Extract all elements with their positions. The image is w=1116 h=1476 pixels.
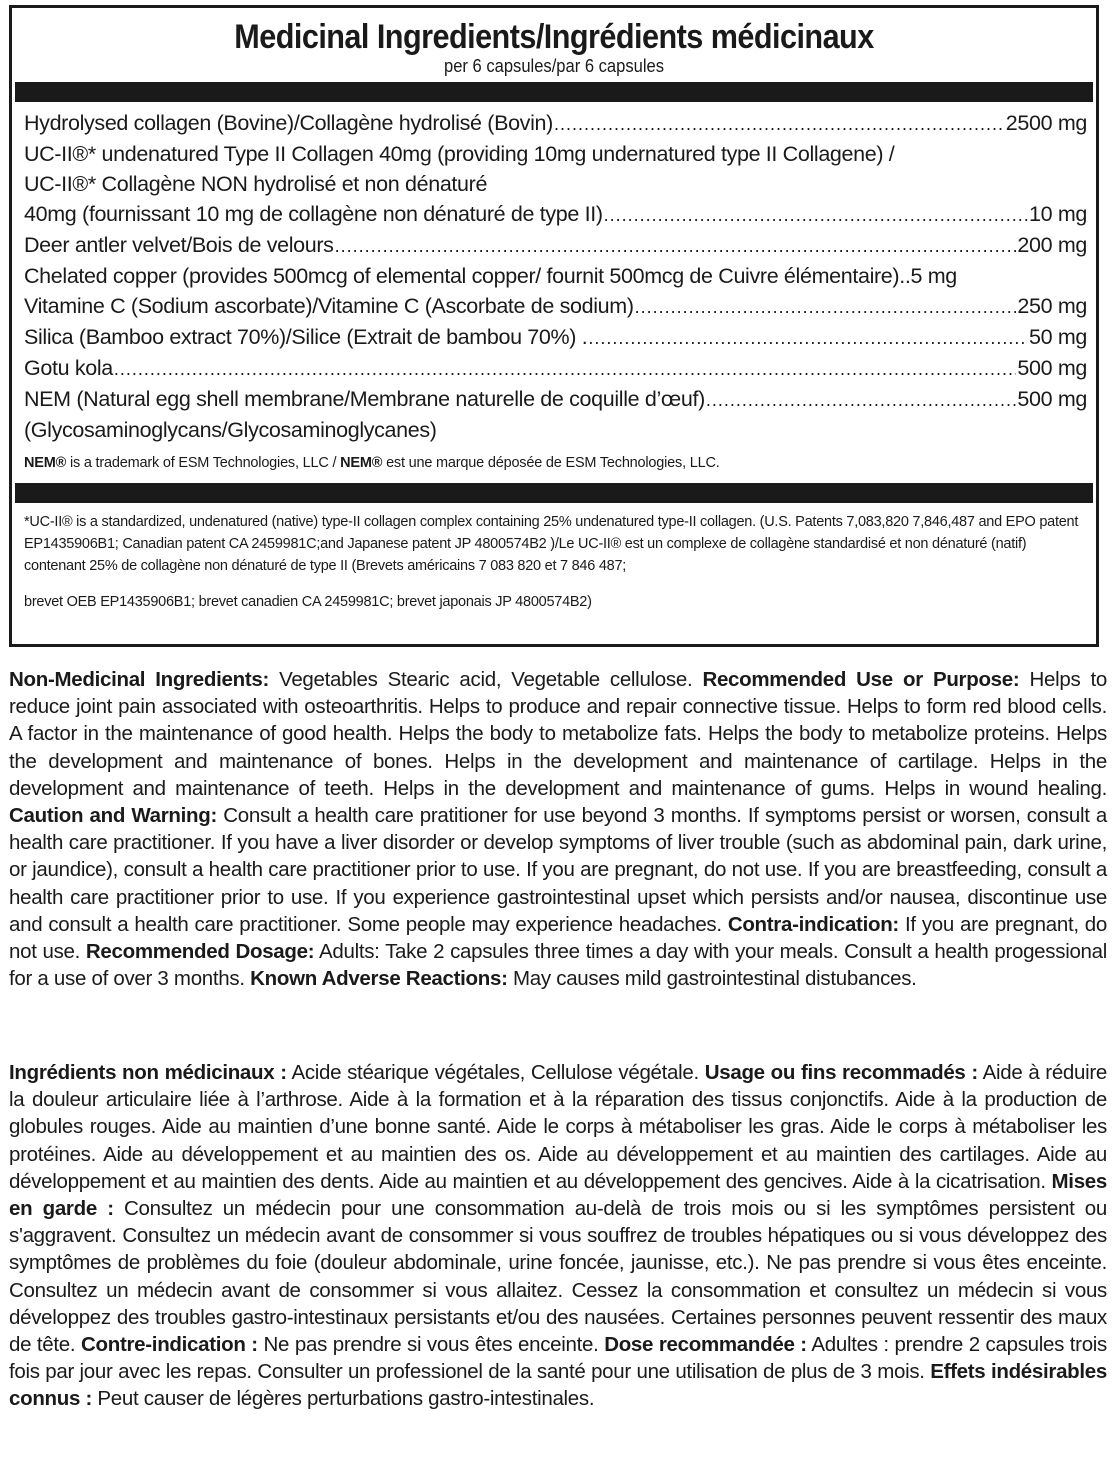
trademark-text: is a trademark of ESM Technologies, LLC / <box>66 455 341 471</box>
french-label-text <box>9 1059 1107 1413</box>
ingredient-row <box>24 322 1087 353</box>
ingredient-amount: 2500 mg <box>1005 111 1087 135</box>
bottom-divider-bar <box>15 483 1093 503</box>
ingredient-amount: 500 mg <box>1017 356 1087 380</box>
ingredient-amount: 10 mg <box>1028 202 1087 226</box>
section-heading: Usage ou fins recommadés : <box>704 1061 978 1084</box>
ingredient-amount: 50 mg <box>1028 325 1087 349</box>
section-text: Ne pas prendre si vous êtes enceinte. <box>257 1333 605 1357</box>
section-heading: Recommended Dosage: <box>85 940 315 964</box>
trademark-mark: NEM® <box>340 455 383 471</box>
ingredient-list <box>12 102 1096 473</box>
ingredient-name: Gotu kola <box>24 356 113 380</box>
dot-leader <box>706 385 1016 415</box>
ingredient-row <box>24 384 1087 415</box>
ingredient-name: Vitamine C (Sodium ascorbate)/Vitamine C (Ascorbate de sodium) <box>24 294 634 318</box>
section-heading: Mises en garde : <box>9 1169 1107 1221</box>
section-heading: Recommended Use or Purpose: <box>702 668 1020 691</box>
top-divider-bar <box>15 82 1093 102</box>
section-heading: Caution and Warning: <box>9 804 217 828</box>
ingredient-row <box>24 291 1087 322</box>
ingredient-row <box>24 108 1087 139</box>
ingredient-row <box>24 353 1087 384</box>
section-heading: Effets indésirables connus : <box>9 1360 1108 1411</box>
dot-leader <box>114 354 1016 384</box>
section-text: Adultes : prendre 2 capsules trois fois par jour avec les repas. Consulter un professionel de la santé pour une utilisation de plus de 3 mois. <box>9 1333 1107 1384</box>
trademark-text: est une marque déposée de ESM Technologies, LLC. <box>382 455 720 471</box>
section-text: Consultez un médecin pour une consommation au-delà de trois mois ou si les symptômes persistent ou s'aggravent. Consultez un médecin avant de consommer si vous souffrez de troubles hépatiques ou si vous développez des symptômes de problèmes du foie (douleur abdominale, urine foncée, jaunisse, etc.). Ne pas prendre si vous êtes enceinte. Consultez un médecin avant de consommer si vous allaitez. Cessez la consommation et consultez un médecin si vous développez des troubles gastro-intestinaux persistants et/ou des nausées. Certaines personnes peuvent ressentir des maux de tête. <box>9 1197 1107 1357</box>
trademark-mark: NEM® <box>24 455 67 471</box>
ingredient-amount: 5 mg <box>910 264 957 288</box>
ingredient-row <box>24 261 1087 291</box>
dot-leader <box>554 109 1005 139</box>
section-heading: Ingrédients non médicinaux : <box>9 1061 287 1084</box>
section-text: Helps to reduce joint pain associated with osteoarthritis. Helps to produce and repair connective tissue. Helps to form red blood cells. A factor in the maintenance of good health. Helps the body to metabolize fats. Helps the body to metabolize proteins. Helps the development and maintenance of bones. Helps in the development and maintenance of cartilage. Helps in the development and maintenance of teeth. Helps in the development and maintenance of gums. Helps in wound healing. <box>9 668 1107 800</box>
trademark-note <box>24 453 1087 473</box>
ingredient-text-line: UC-II®* undenatured Type II Collagen 40mg (providing 10mg undernatured type II Collagene) / <box>24 142 895 166</box>
section-text: Vegetables Stearic acid, Vegetable cellulose. <box>269 668 703 691</box>
ingredient-amount: 250 mg <box>1017 294 1087 318</box>
ingredient-row <box>24 230 1087 261</box>
section-text: Adults: Take 2 capsules three times a day with your meals. Consult a health progessional for a use of over 3 months. <box>9 940 1108 991</box>
medicinal-ingredients-panel <box>9 5 1099 647</box>
ingredient-amount: 500 mg <box>1017 387 1087 411</box>
ingredient-name: Chelated copper (provides 500mcg of elemental copper/ fournit 500mcg de Cuivre élémentaire).. <box>24 264 911 288</box>
ingredient-name: Hydrolysed collagen (Bovine)/Collagène hydrolisé (Bovin) <box>24 111 553 135</box>
panel-title: Medicinal Ingredients/Ingrédients médicinaux <box>234 18 874 56</box>
section-text: Aide à réduire la douleur articulaire liée à l’arthrose. Aide à la formation et à la réparation des tissus conjonctifs. Aide à la production de globules rouges. Aide au maintien d’une bonne santé. Aide le corps à métaboliser les gras. Aide le corps à métaboliser les protéines. Aide au développement et au maintien des os. Aide au développement et au maintien des cartilages. Aide au développement et au maintien des dents. Aide au maintien et au développement des gencives. Aide à la cicatrisation. <box>9 1061 1108 1193</box>
section-heading: Non-Medicinal Ingredients: <box>9 668 269 691</box>
ingredient-name: Deer antler velvet/Bois de velours <box>24 233 334 257</box>
ingredient-row <box>24 199 1087 230</box>
section-text: Peut causer de légères perturbations gastro-intestinales. <box>92 1387 595 1411</box>
ingredient-text-line: (Glycosaminoglycans/Glycosaminoglycanes) <box>24 418 437 442</box>
ingredient-amount: 200 mg <box>1017 233 1087 257</box>
section-text: Acide stéarique végétales, Cellulose végétale. <box>286 1061 705 1084</box>
patent-footnote <box>12 503 1096 613</box>
dot-leader <box>588 323 1028 353</box>
panel-subtitle: per 6 capsules/par 6 capsules <box>443 56 665 76</box>
section-text: If you are pregnant, do not use. <box>9 912 1107 964</box>
section-text: May causes mild gastrointestinal distubances. <box>507 967 917 991</box>
dot-leader <box>604 200 1028 230</box>
section-text: Consult a health care pratitioner for use beyond 3 months. If symptoms persist or worsen, consult a health care practitioner. If you have a liver disorder or develop symptoms of liver trouble (such as abdominal pain, dark urine, or jaundice), consult a health care practitioner prior to use. If you are pregnant, do not use. If you are breastfeeding, consult a health care practitioner prior to use. If you experience gastrointestinal upset which persists and/or nausea, discontinue use and consult a health care practitioner. Some people may experience headaches. <box>9 804 1108 936</box>
section-heading: Dose recommandée : <box>604 1333 807 1357</box>
ingredient-name: 40mg (fournissant 10 mg de collagène non dénaturé de type II) <box>24 202 603 226</box>
section-heading: Known Adverse Reactions: <box>250 967 508 991</box>
dot-leader <box>635 292 1017 322</box>
section-heading: Contre-indication : <box>81 1333 258 1357</box>
footnote-paragraph: brevet OEB EP1435906B1; brevet canadien CA 2459981C; brevet japonais JP 4800574B2) <box>24 594 592 610</box>
dot-leader <box>335 231 1017 261</box>
ingredient-name: Silica (Bamboo extract 70%)/Silice (Extrait de bambou 70%) . <box>24 325 588 349</box>
ingredient-name: NEM (Natural egg shell membrane/Membrane naturelle de coquille d’œuf) <box>24 387 705 411</box>
footnote-paragraph: *UC-II® is a standardized, undenatured (native) type-II collagen complex containing 25% undenatured type-II collagen. (U.S. Patents 7,083,820 7,846,487 and EPO patent EP1435906B1; Canadian patent CA 2459981C;and Japanese patent JP 4800574B2 )/Le UC-II® est un complexe de collagène standardisé et non dénaturé (natif) contenant 25% de collagène non dénaturé de type II (Brevets américains 7 083 820 et 7 846 487; <box>24 514 1079 574</box>
ingredient-text-line: UC-II®* Collagène NON hydrolisé et non dénaturé <box>24 172 488 196</box>
english-label-text <box>9 666 1107 992</box>
section-heading: Contra-indication: <box>727 912 899 936</box>
